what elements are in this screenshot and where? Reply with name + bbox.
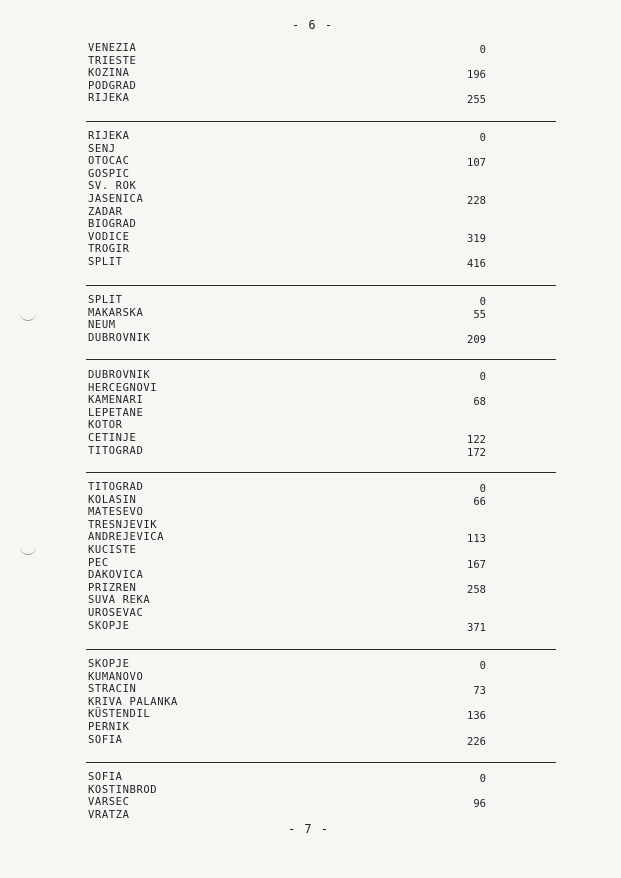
place-name: KOTOR xyxy=(88,419,123,432)
route-row xyxy=(88,155,558,168)
route-row xyxy=(88,180,558,193)
place-name: JASENICA xyxy=(88,192,144,205)
place-name: SOFIA xyxy=(88,733,123,746)
route-row xyxy=(88,557,558,570)
place-name: KOLASIN xyxy=(88,493,137,506)
route-row xyxy=(88,771,558,784)
distance-km: 0 xyxy=(479,773,486,785)
place-name: KOSTINBROD xyxy=(88,783,158,796)
distance-km: 196 xyxy=(467,69,486,82)
place-name: SKOPJE xyxy=(88,658,130,670)
distance-km: 96 xyxy=(473,798,486,811)
distance-km: 0 xyxy=(479,296,486,308)
route-row xyxy=(88,481,558,494)
route-row xyxy=(88,382,558,395)
place-name: SPLIT xyxy=(88,255,123,268)
place-name: PEC xyxy=(88,556,109,569)
place-name: KUCISTE xyxy=(88,543,137,556)
place-name: DUBROVNIK xyxy=(88,369,151,381)
place-name: TITOGRAD xyxy=(88,444,144,457)
route-row xyxy=(88,620,558,633)
place-name: RIJEKA xyxy=(88,130,130,142)
place-name: RIJEKA xyxy=(88,92,130,105)
place-name: CETINJE xyxy=(88,431,137,444)
distance-km: 209 xyxy=(467,333,486,346)
place-name: KOZINA xyxy=(88,67,130,80)
section-divider xyxy=(86,472,556,473)
place-name: ZADAR xyxy=(88,205,123,218)
route-row xyxy=(88,92,558,105)
place-name: KÜSTENDIL xyxy=(88,708,151,721)
route-row xyxy=(88,243,558,256)
place-name: HERCEGNOVI xyxy=(88,381,158,394)
route-row xyxy=(88,206,558,219)
route-row xyxy=(88,67,558,80)
route-row xyxy=(88,168,558,181)
distance-km: 136 xyxy=(467,710,486,723)
route-row xyxy=(88,671,558,684)
place-name: UROSEVAC xyxy=(88,606,144,619)
place-name: SENJ xyxy=(88,142,116,155)
place-name: KRIVA PALANKA xyxy=(88,695,178,708)
place-name: VENEZIA xyxy=(88,42,137,54)
route-row xyxy=(88,407,558,420)
punch-hole-mark xyxy=(20,312,36,321)
page-number-bottom: - 7 - xyxy=(287,822,330,836)
route-row xyxy=(88,394,558,407)
route-row xyxy=(88,607,558,620)
route-row xyxy=(88,332,558,345)
place-name: MAKARSKA xyxy=(88,306,144,319)
section-divider xyxy=(86,649,556,650)
place-name: NEUM xyxy=(88,319,116,332)
section-divider xyxy=(86,359,556,360)
place-name: TRIESTE xyxy=(88,54,137,67)
route-section xyxy=(88,658,558,746)
route-row xyxy=(88,569,558,582)
place-name: SKOPJE xyxy=(88,619,130,632)
section-divider xyxy=(86,285,556,286)
distance-km: 371 xyxy=(467,621,486,634)
place-name: PERNIK xyxy=(88,720,130,733)
route-row xyxy=(88,445,558,458)
route-row xyxy=(88,307,558,320)
place-name: MATESEVO xyxy=(88,506,144,519)
place-name: SPLIT xyxy=(88,294,123,306)
place-name: TRESNJEVIK xyxy=(88,518,158,531)
place-name: GOSPIC xyxy=(88,167,130,180)
route-row xyxy=(88,419,558,432)
route-row xyxy=(88,796,558,809)
distance-km: 226 xyxy=(467,735,486,748)
place-name: KAMENARI xyxy=(88,394,144,407)
place-name: SV. ROK xyxy=(88,180,137,193)
route-row xyxy=(88,721,558,734)
place-name: DUBROVNIK xyxy=(88,331,151,344)
distance-km: 319 xyxy=(467,232,486,245)
distance-km: 255 xyxy=(467,94,486,107)
route-row xyxy=(88,708,558,721)
route-section xyxy=(88,771,558,821)
route-row xyxy=(88,594,558,607)
distance-km: 68 xyxy=(473,396,486,409)
route-row xyxy=(88,294,558,307)
route-row xyxy=(88,130,558,143)
place-name: ANDREJEVICA xyxy=(88,531,165,544)
distance-km: 113 xyxy=(467,533,486,546)
place-name: VARSEC xyxy=(88,796,130,809)
place-name: KUMANOVO xyxy=(88,670,144,683)
route-row xyxy=(88,432,558,445)
route-row xyxy=(88,658,558,671)
distance-km: 172 xyxy=(467,446,486,459)
distance-km: 0 xyxy=(479,132,486,144)
route-row xyxy=(88,231,558,244)
distance-km: 0 xyxy=(479,371,486,383)
route-row xyxy=(88,784,558,797)
route-row xyxy=(88,696,558,709)
route-row xyxy=(88,42,558,55)
place-name: TROGIR xyxy=(88,243,130,256)
route-row xyxy=(88,734,558,747)
route-section xyxy=(88,294,558,344)
route-row xyxy=(88,193,558,206)
distance-km: 122 xyxy=(467,433,486,446)
route-section xyxy=(88,481,558,632)
place-name: PODGRAD xyxy=(88,79,137,92)
route-row xyxy=(88,256,558,269)
place-name: SUVA REKA xyxy=(88,594,151,607)
route-row xyxy=(88,218,558,231)
route-row xyxy=(88,55,558,68)
route-row xyxy=(88,506,558,519)
route-section xyxy=(88,42,558,105)
section-divider xyxy=(86,762,556,763)
section-divider xyxy=(86,121,556,122)
place-name: LEPETANE xyxy=(88,406,144,419)
distance-km: 416 xyxy=(467,257,486,270)
place-name: PRIZREN xyxy=(88,581,137,594)
distance-km: 167 xyxy=(467,558,486,571)
page-number-top: - 6 - xyxy=(291,18,334,32)
place-name: VODICE xyxy=(88,230,130,243)
distance-km: 55 xyxy=(473,308,486,321)
place-name: OTOCAC xyxy=(88,155,130,168)
distance-km: 258 xyxy=(467,583,486,596)
distance-km: 0 xyxy=(479,44,486,56)
route-row xyxy=(88,80,558,93)
distance-km: 66 xyxy=(473,495,486,508)
place-name: STRACIN xyxy=(88,683,137,696)
route-row xyxy=(88,531,558,544)
route-row xyxy=(88,519,558,532)
route-row xyxy=(88,319,558,332)
route-row xyxy=(88,683,558,696)
place-name: VRATZA xyxy=(88,808,130,821)
route-section xyxy=(88,130,558,269)
distance-km: 228 xyxy=(467,194,486,207)
place-name: SOFIA xyxy=(88,771,123,783)
route-row xyxy=(88,494,558,507)
place-name: TITOGRAD xyxy=(88,481,144,493)
route-section xyxy=(88,369,558,457)
route-row xyxy=(88,809,558,822)
route-row xyxy=(88,582,558,595)
punch-hole-mark xyxy=(20,546,36,555)
distance-km: 0 xyxy=(479,660,486,672)
distance-km: 0 xyxy=(479,483,486,495)
route-row xyxy=(88,143,558,156)
place-name: BIOGRAD xyxy=(88,218,137,231)
distance-km: 107 xyxy=(467,157,486,170)
route-row xyxy=(88,544,558,557)
place-name: DAKOVICA xyxy=(88,569,144,582)
route-row xyxy=(88,369,558,382)
distance-km: 73 xyxy=(473,685,486,698)
